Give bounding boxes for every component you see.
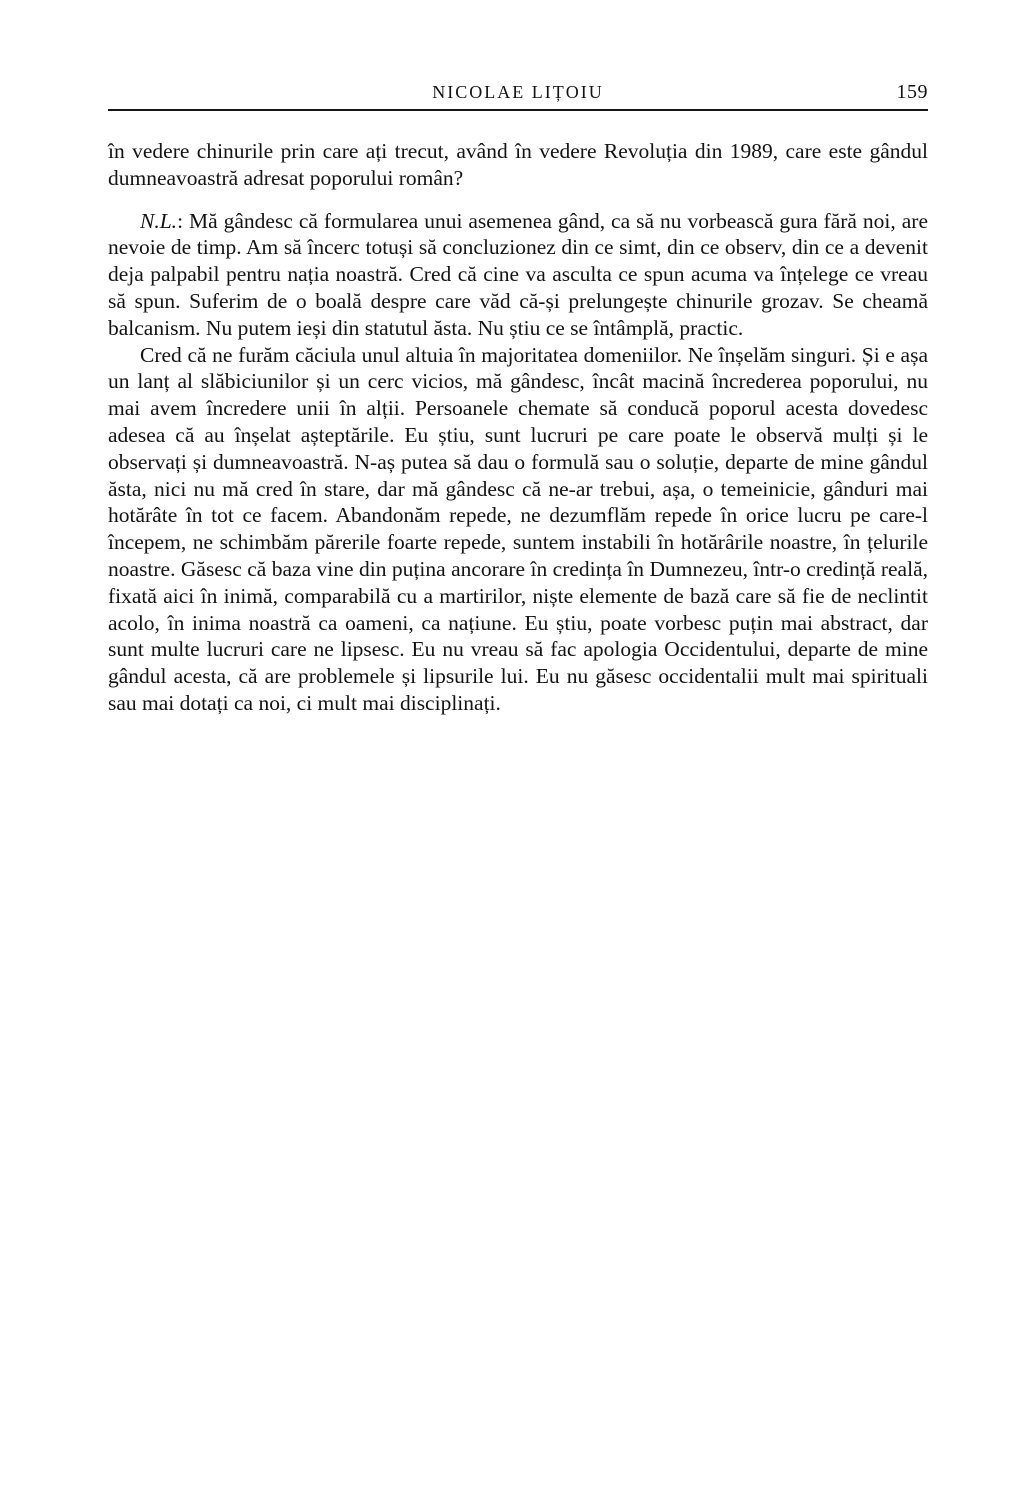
running-title: NICOLAE LIȚOIU [432,82,604,102]
paragraph: în vedere chinurile prin care ați trecut, având în vedere Revoluția din 1989, care este gândul dumneavoastră adresat poporului român? [108,139,928,190]
page-body [108,138,928,717]
page-content [108,0,928,717]
paragraph: Cred că ne furăm căciula unul altuia în majoritatea domeniilor. Ne înșelăm singuri. Și e așa un lanț al slăbiciunilor și un cerc vicios, mă gândesc, încât macină încrederea poporului, nu mai avem încredere unii în alții. Persoanele chemate să conducă poporul acesta dovedesc adesea că au înșelat așteptările. Eu știu, sunt lucruri pe care poate le observă mulți și le observați și dumneavoastră. N-aș putea să dau o formulă sau o soluție, departe de mine gândul ăsta, nici nu mă cred în stare, dar mă gândesc că ne-ar trebui, așa, o temeinicie, gânduri mai hotărâte în tot ce facem. Abandonăm repede, ne dezumflăm repede în orice lucru pe care-l începem, ne schimbăm părerile foarte repede, suntem instabili în hotărârile noastre, în țelurile noastre. Găsesc că baza vine din puțina ancorare în credința în Dumnezeu, într-o credință reală, fixată aici în inimă, comparabilă cu a martirilor, niște elemente de bază care să fie de neclintit acolo, în inima noastră ca oameni, ca națiune. Eu știu, poate vorbesc puțin mai abstract, dar sunt multe lucruri care ne lipsesc. Eu nu vreau să fac apologia Occidentului, departe de mine gândul acesta, că are problemele și lipsurile lui. Eu nu găsesc occidentalii mult mai spirituali sau mai dotați ca noi, ci mult mai disciplinați. [108,342,928,715]
speaker-initials: N.L. [140,208,178,233]
header-rule [108,109,928,111]
paragraph: N.L.: Mă gândesc că formularea unui asemenea gând, ca să nu vorbească gura fără noi, are nevoie de timp. Am să încerc totuși să concluzionez din ce simt, din ce observ, din ce a devenit deja palpabil pentru nația noastră. Cred că cine va asculta ce spun acuma va înțelege ce vreau să spun. Suferim de o boală despre care văd că-și prelungește chinurile grozav. Se cheamă balcanism. Nu putem ieși din statutul ăsta. Nu știu ce se întâmplă, practic. [108,208,928,340]
page-number: 159 [896,81,928,103]
page-header [108,0,928,103]
